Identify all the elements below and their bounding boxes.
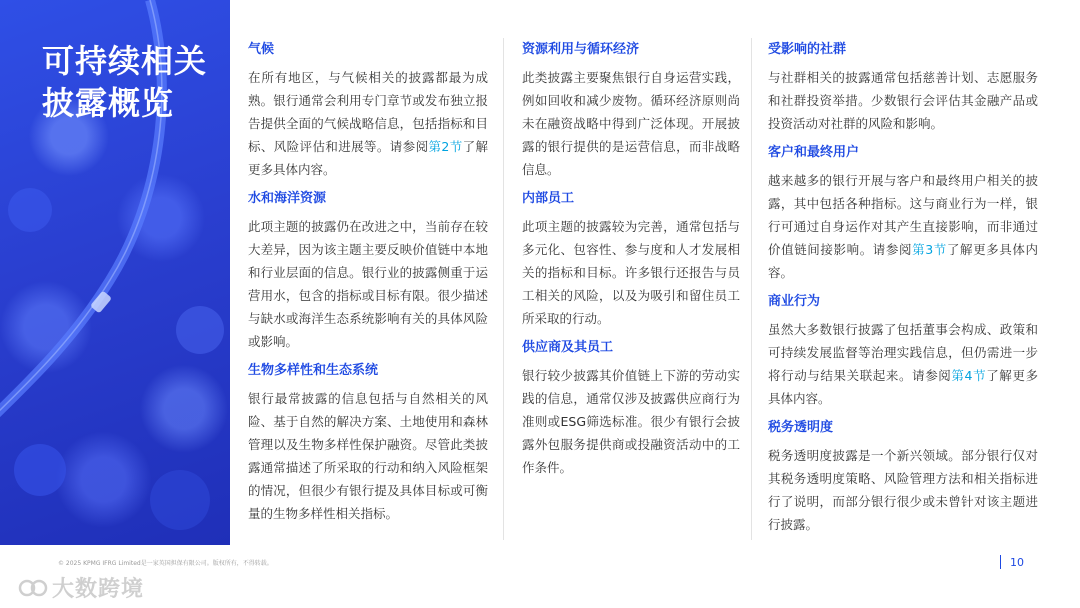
section-3-link[interactable]: 第3节 (912, 242, 947, 257)
section-title-customers: 客户和最终用户 (768, 145, 860, 160)
section-title-tax-transparency: 税务透明度 (768, 420, 834, 435)
section-title-suppliers: 供应商及其员工 (522, 340, 614, 355)
section-body-business-conduct (768, 318, 1038, 410)
page-number-marker (1000, 555, 1001, 569)
section-body-workforce: 此项主题的披露较为完善，通常包括与多元化、包容性、参与度和人才发展相关的指标和目标。许多银行还报告与员工相关的风险，以及为吸引和留住员工所采取的行动。 (522, 219, 740, 326)
body-text: 了解更多具体内容。 (248, 139, 488, 177)
watermark-logo-icon (18, 575, 48, 601)
watermark (18, 572, 144, 603)
hero-image-panel (0, 0, 230, 545)
section-title-workforce: 内部员工 (522, 191, 575, 206)
section-title-communities: 受影响的社群 (768, 42, 847, 57)
content-column-3 (768, 40, 1038, 544)
copyright-notice: © 2025 KPMG IFRG Limited是一家英国担保有限公司。版权所有，不得转载。 (58, 560, 273, 567)
body-text: 了解更多具体内容。 (768, 242, 1038, 280)
body-text: 越来越多的银行开展与客户和最终用户相关的披露，其中包括各种指标。这与商业行为一样，银行可通过自身运作对其产生直接影响，而非通过价值链间接影响。请参阅 (768, 173, 1038, 257)
section-body-biodiversity: 银行最常披露的信息包括与自然相关的风险、基于自然的解决方案、土地使用和森林管理以及生物多样性保护融资。尽管此类披露通常描述了所采取的行动和纳入风险框架的情况，但很少有银行提及具体目标或可衡量的生物多样性相关指标。 (248, 391, 488, 521)
page-number: 10 (1010, 556, 1024, 569)
section-title-circular-economy: 资源利用与循环经济 (522, 42, 640, 57)
section-body-communities: 与社群相关的披露通常包括慈善计划、志愿服务和社群投资举措。少数银行会评估其金融产品或投资活动对社群的风险和影响。 (768, 70, 1038, 131)
body-text: 在所有地区，与气候相关的披露都最为成熟。银行通常会利用专门章节或发布独立报告提供全面的气候战略信息，包括指标和目标、风险评估和进展等。请参阅 (248, 70, 488, 154)
body-text: 了解更多具体内容。 (768, 368, 1038, 406)
section-title-climate: 气候 (248, 42, 275, 57)
section-body-circular-economy: 此类披露主要聚焦银行自身运营实践，例如回收和减少废物。循环经济原则尚未在融资战略中得到广泛体现。开展披露的银行提供的是运营信息，而非战略信息。 (522, 70, 740, 177)
section-body-water: 此项主题的披露仍在改进之中，当前存在较大差异，因为该主题主要反映价值链中本地和行业层面的信息。银行业的披露侧重于运营用水，包含的指标或目标有限。很少描述与缺水或海洋生态系统影响有关的具体风险或影响。 (248, 219, 488, 349)
body-text: 虽然大多数银行披露了包括董事会构成、政策和可持续发展监督等治理实践信息，但仍需进一步将行动与结果关联起来。请参阅 (768, 322, 1038, 383)
section-title-biodiversity: 生物多样性和生态系统 (248, 363, 379, 378)
section-body-climate (248, 66, 488, 181)
page-title: 可持续相关披露概览 (42, 42, 208, 122)
section-body-customers (768, 169, 1038, 284)
watermark-text: 大数跨境 (52, 577, 145, 602)
content-column-2 (522, 40, 740, 487)
section-title-business-conduct: 商业行为 (768, 294, 821, 309)
content-column-1 (248, 40, 488, 533)
section-title-water: 水和海洋资源 (248, 191, 327, 206)
column-divider (751, 38, 752, 540)
column-divider (503, 38, 504, 540)
section-body-tax-transparency: 税务透明度披露是一个新兴领域。部分银行仅对其税务透明度策略、风险管理方法和相关指标进行了说明，而部分银行很少或未曾针对该主题进行披露。 (768, 448, 1038, 532)
section-4-link[interactable]: 第4节 (951, 368, 987, 383)
section-body-suppliers: 银行较少披露其价值链上下游的劳动实践的信息，通常仅涉及披露供应商行为准则或ESG筛选标准。很少有银行会披露外包服务提供商或投融资活动中的工作条件。 (522, 368, 740, 475)
section-2-link[interactable]: 第2节 (428, 139, 463, 154)
